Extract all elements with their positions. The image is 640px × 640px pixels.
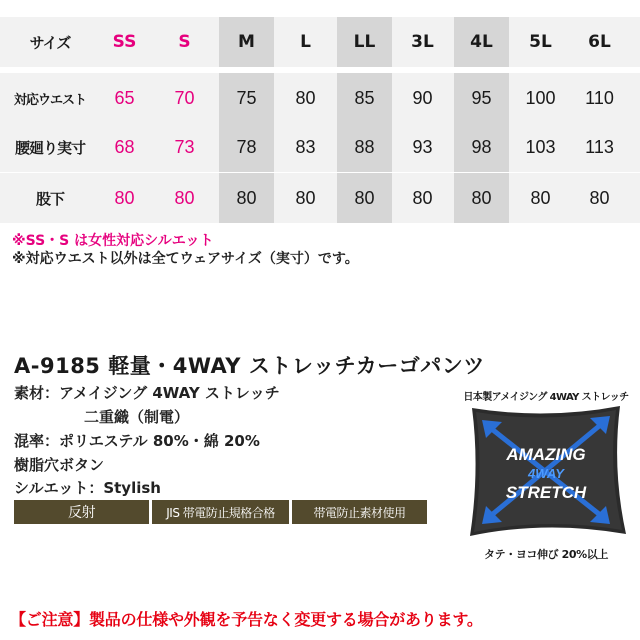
badge-jis-antistatic: JIS 帯電防止規格合格 (152, 500, 289, 524)
hip-ss: 68 (114, 136, 135, 157)
material-weave: 二重織（制電） (84, 408, 190, 426)
hip-label: 腰廻り実寸 (14, 138, 85, 157)
fabric-caption: 日本製アメイジング 4WAY ストレッチ (463, 392, 629, 403)
waist-5l: 100 (525, 87, 556, 108)
inseam-6l: 80 (589, 187, 610, 208)
wear-size-note: ※対応ウエスト以外は全てウェアサイズ（実寸）です。 (12, 251, 359, 267)
inseam-row (0, 173, 640, 223)
inseam-ss: 80 (114, 187, 135, 208)
caution-notice: 【ご注意】製品の仕様や外観を予告なく変更する場合があります。 (10, 610, 483, 629)
hip-row (0, 122, 640, 172)
inseam-s: 80 (174, 187, 195, 208)
inseam-label: 股下 (35, 189, 64, 208)
women-silhouette-note: ※SS・S は女性対応シルエット (12, 233, 214, 249)
waist-m: 75 (219, 73, 274, 123)
inseam-5l: 80 (530, 187, 551, 208)
hip-6l: 113 (585, 136, 614, 157)
inseam-4l: 80 (454, 173, 509, 223)
hip-4l: 98 (454, 122, 509, 172)
button-spec: 樹脂穴ボタン (14, 456, 105, 474)
product-title: A-9185 軽量・4WAY ストレッチカーゴパンツ (14, 354, 485, 378)
fourway-logo-text: 4WAY (528, 466, 564, 481)
size-5l: 5L (529, 32, 552, 52)
waist-l: 80 (295, 87, 316, 108)
fabric-swatch-image (462, 400, 630, 540)
stretch-logo-text: STRETCH (505, 483, 587, 502)
size-s: S (178, 32, 191, 52)
hip-ll: 88 (337, 122, 392, 172)
hip-m: 78 (219, 122, 274, 172)
hip-5l: 103 (525, 136, 556, 157)
size-ll: LL (337, 17, 392, 67)
stretch-note: タテ・ヨコ伸び 20%以上 (484, 548, 608, 561)
waist-row (0, 73, 640, 123)
waist-ll: 85 (337, 73, 392, 123)
size-table (0, 0, 640, 232)
inseam-m: 80 (219, 173, 274, 223)
blend-ratio: 混率：ポリエステル 80%・綿 20% (14, 432, 260, 450)
hip-s: 73 (174, 136, 195, 157)
size-4l: 4L (454, 17, 509, 67)
inseam-3l: 80 (412, 187, 433, 208)
waist-3l: 90 (412, 87, 433, 108)
size-3l: 3L (411, 32, 434, 52)
size-notes (12, 232, 359, 268)
size-6l: 6L (588, 32, 611, 52)
size-header-row (0, 17, 640, 67)
size-m: M (219, 17, 274, 67)
inseam-l: 80 (295, 187, 316, 208)
amazing-logo-text: AMAZING (506, 445, 586, 464)
size-header-label: サイズ (29, 33, 71, 52)
size-ss: SS (112, 32, 137, 52)
waist-ss: 65 (114, 87, 135, 108)
waist-6l: 110 (585, 87, 614, 108)
size-l: L (300, 32, 311, 52)
feature-badges (14, 500, 427, 524)
waist-s: 70 (174, 87, 195, 108)
badge-reflective: 反射 (14, 500, 149, 524)
waist-label: 対応ウエスト (13, 92, 86, 108)
inseam-ll: 80 (337, 173, 392, 223)
material-line: 素材：アメイジング 4WAY ストレッチ (14, 384, 280, 402)
hip-3l: 93 (412, 136, 433, 157)
silhouette-spec: シルエット：Stylish (14, 479, 161, 497)
waist-4l: 95 (454, 73, 509, 123)
badge-antistatic-material: 帯電防止素材使用 (292, 500, 427, 524)
hip-l: 83 (295, 136, 316, 157)
